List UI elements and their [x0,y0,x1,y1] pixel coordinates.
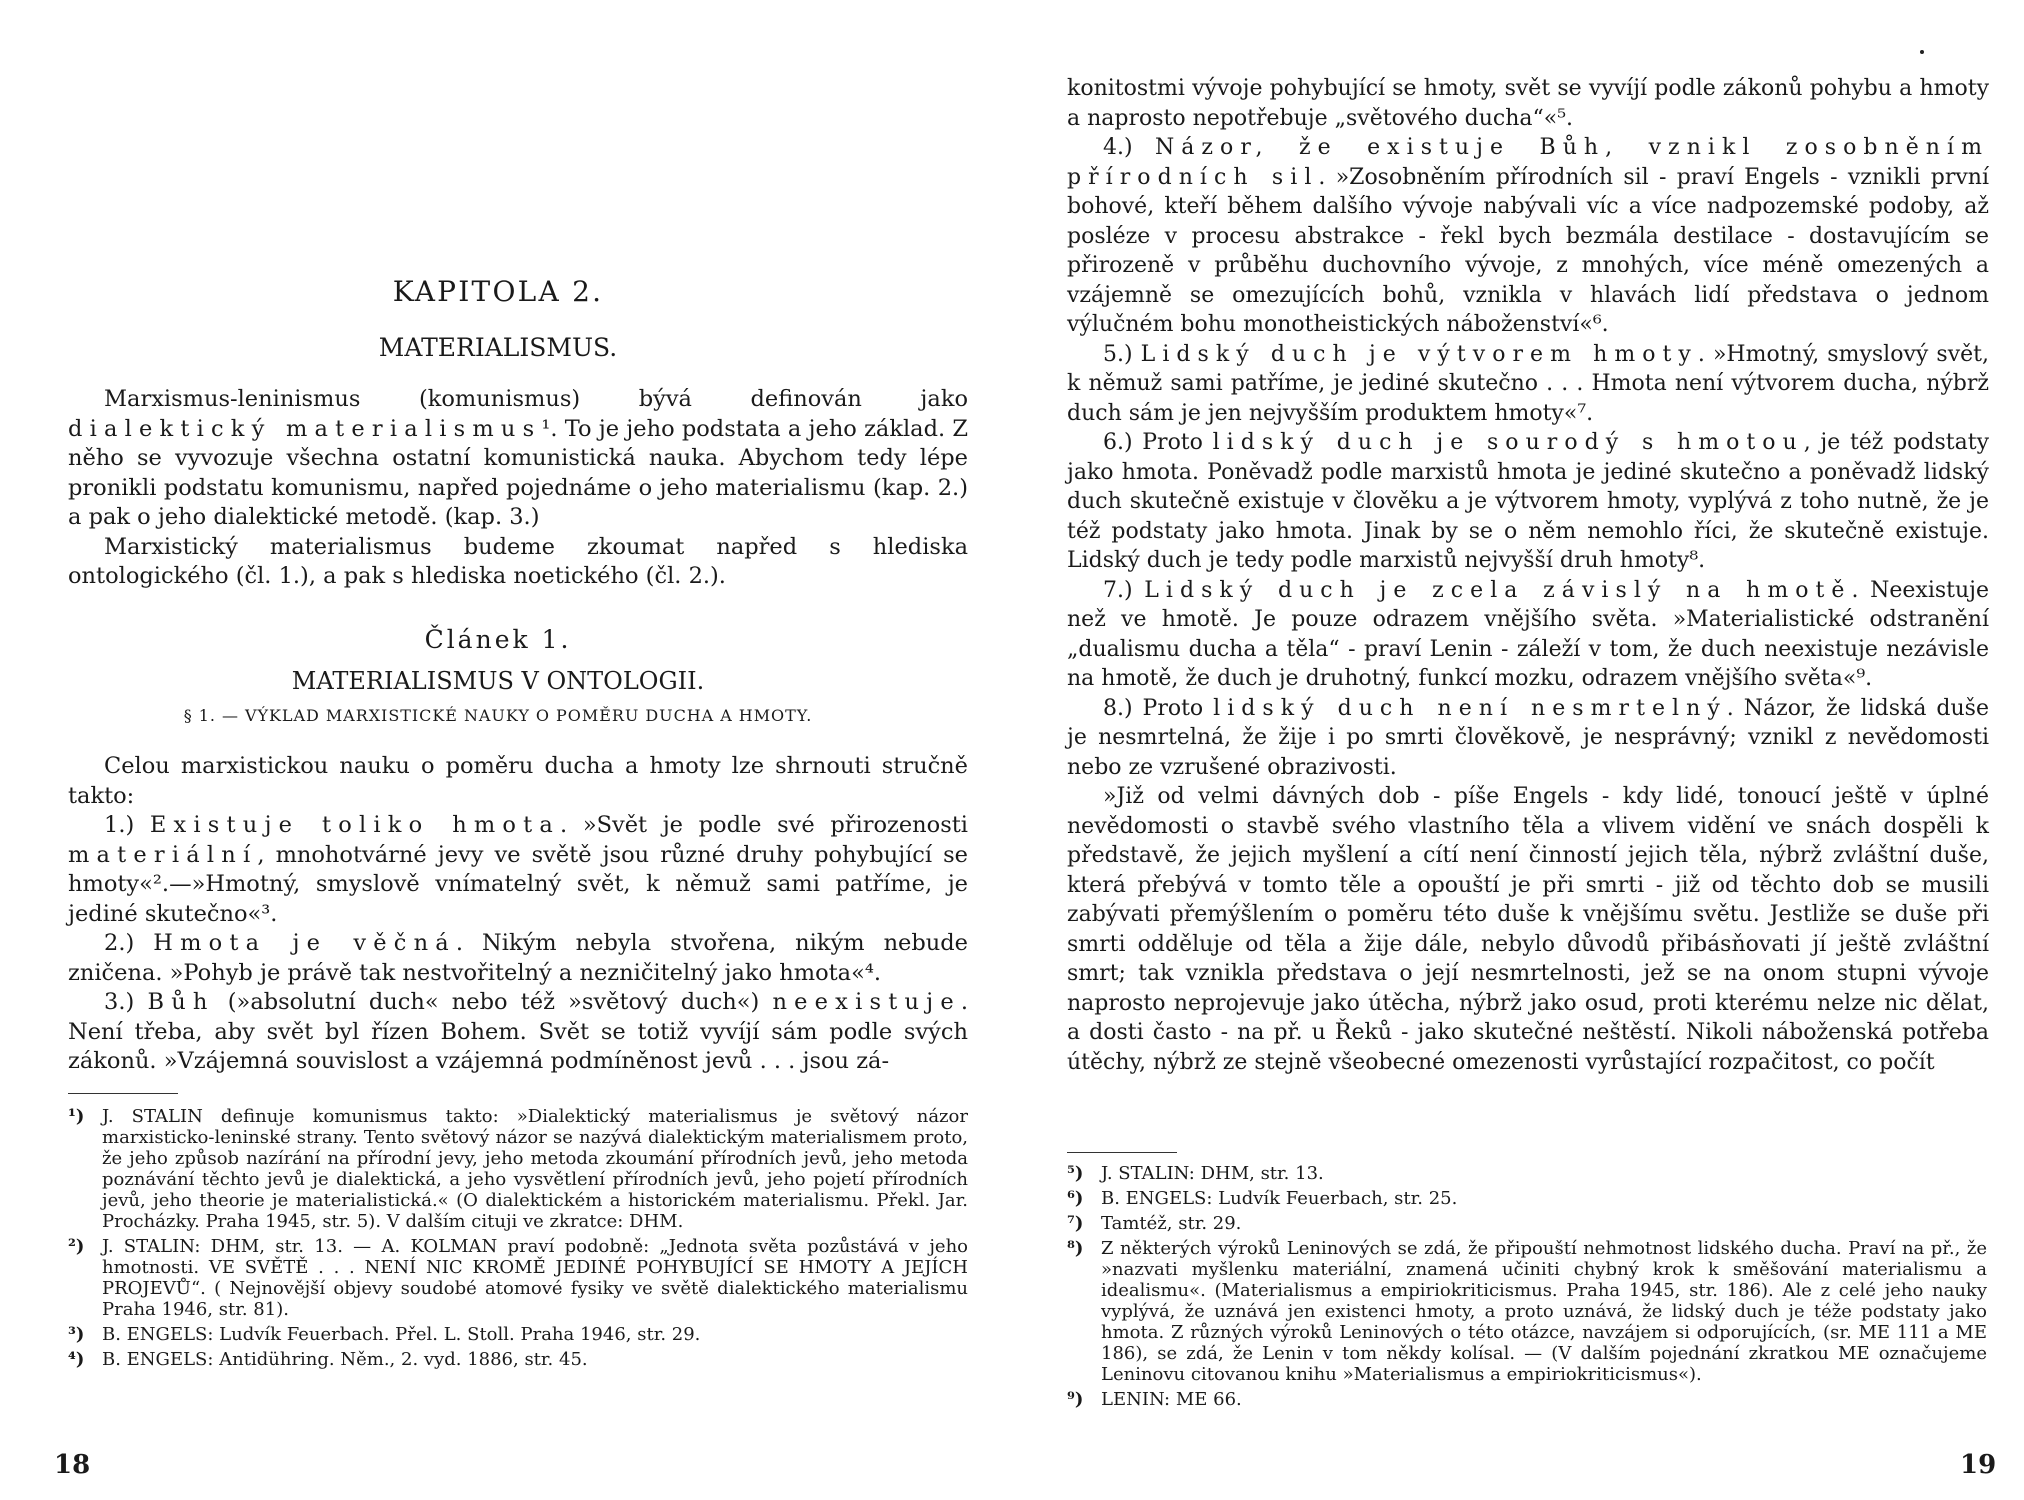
footnote: ⁶) B. ENGELS: Ludvík Feuerbach, str. 25. [1067,1188,1458,1209]
left-footnotes [68,1106,968,1374]
footnote-divider [68,1093,178,1094]
footnote-divider [1067,1152,1177,1153]
chapter-label: KAPITOLA 2. [392,275,604,308]
right-body-text [1067,74,1989,1077]
continued-paragraph: konitostmi vývoje pohybující se hmoty, svět se vyvíjí podle zákonů pohybu a hmoty a naprosto nepotřebuje „světového ducha“«⁵. [1067,76,1989,131]
item-6: 6.) Proto lidský duch je sourodý s hmotou, je též podstaty jako hmota. Poněvadž podle marxistů hmota je jediné skutečno a poněvadž lidský duch skutečně existuje v člověku a je výtvorem hmoty, vyplývá z toho nutně, že je též podstaty jako hmota. Jinak by se o něm nemohlo říci, že skutečně existuje. Lidský duch je tedy podle marxistů nejvyšší druh hmoty⁸. [1067,430,1989,573]
intro-paragraph-1: Marxismus-leninismus (komunismus) bývá definován jako dialektický materialismus¹. To je jeho podstata a jeho základ. Z něho se vyvozuje všechna ostatní komunistická nauka. Abychom tedy lépe pronikli podstatu komunismu, napřed pojednáme o jeho materialismu (kap. 2.) a pak o jeho dialektické metodě. (kap. 3.) [68,386,969,530]
article-label: Článek 1. [424,625,572,654]
item-7: 7.) Lidský duch je zcela závislý na hmotě. Neexistuje než ve hmotě. Je pouze odrazem vnějšího světa. »Materialistické odstranění „dualismu ducha a těla“ - praví Lenin - záleží v tom, že duch neexistuje nezávisle na hmotě, že duch je druhotný, funkcí mozku, odrazem vnějšího světa«⁹. [1067,577,1989,691]
item-4: 4.) Názor, že existuje Bůh, vznikl zosobněním přírodních sil. »Zosobněním přírodních sil - praví Engels - vznikli první bohové, kteří během dalšího vývoje nabývali víc a více nadpozemské podoby, až posléze v procesu abstrakce - řekl bych bezmála destilace - dostavujícím se přirozeně v průběhu duchovního vývoje, z mnohých, více méně omezených a vzájemně se omezujících bohů, vznikla v hlavách lidí představa o jednom výlučném bohu monotheistických náboženství«⁶. [1067,135,1990,337]
item-8: 8.) Proto lidský duch není nesmrtelný. Názor, že lidská duše je nesmrtelná, že žije i po smrti člověkově, je nesprávný; vznikl z nevědomosti nebo ze vzrušené obrazivosti. [1067,695,1989,780]
footnote: ⁷) Tamtéž, str. 29. [1067,1213,1242,1234]
page-number: 19 [1960,1450,1997,1480]
intro-paragraph-2: Marxistický materialismus budeme zkoumat napřed s hlediska ontologického (čl. 1.), a pak s hlediska noetického (čl. 2.). [68,533,968,589]
article-title: MATERIALISMUS V ONTOLOGII. [291,667,705,695]
item-2: 2.) Hmota je věčná. Nikým nebyla stvořena, nikým nebude zničena. »Pohyb je právě tak nestvořitelný a nezničitelný jako hmota«⁴. [68,930,968,986]
right-page [1065,0,1997,1500]
item-3: 3.) Bůh (»absolutní duch« nebo též »světový duch«) neexistuje. Není třeba, aby svět byl řízen Bohem. Svět se totiž vyvíjí sám podle svých zákonů. »Vzájemná souvislost a vzájemná podmíněnost jevů . . . jsou zá- [68,989,968,1074]
term-dialectical-materialism: dialektický materialismus [68,415,542,442]
footnote: ⁹) LENIN: ME 66. [1067,1389,1242,1410]
section-heading: § 1. — VÝKLAD MARXISTICKÉ NAUKY O POMĚRU DUCHA A HMOTY. [183,706,813,725]
footnote: ¹) J. STALIN definuje komunismus takto: »Dialektický materialismus je světový názor marxisticko-leninské strany. Tento světový názor se nazývá dialektickým materialismem proto, že jeho způsob nazírání na přírodní jevy, jeho metoda zkoumání přírodních jevů, jeho metoda poznávání těchto jevů je dialektická, a jeho vysvětlení přírodních jevů, jeho pojetí přírodních jevů, jeho theorie je materialistická.« (O dialektickém a historickém materialismu. Překl. Jar. Procházky. Praha 1945, str. 5). V dalším cituji ve zkratce: DHM. [68,1106,968,1232]
footnote: ³) B. ENGELS: Ludvík Feuerbach. Přel. L. Stoll. Praha 1946, str. 29. [68,1324,701,1345]
footnote: ⁸) Z některých výroků Leninových se zdá, že připouští nehmotnost lidského ducha. Praví na př., že »nazvati myšlenku materiální, znamená učiniti chybný krok k směšování materialismu a idealismu«. (Materialismus a empiriokriticismus. Praha 1945, str. 186). Ale z celé jeho nauky vyplývá, že uznává jen existenci hmoty, a proto uznává, že lidský duch je téže podstaty jako hmota. Z různých výroků Leninových o této otázce, navzájem si odporujících, (sr. ME 111 a ME 186), se zdá, že Lenin v tom někdy kolísal. — (V dalším pojednání zkratkou ME označujeme Leninovu citovanou knihu »Materialismus a empiriokriticismus«). [1067,1238,1987,1385]
engels-quote: »Již od velmi dávných dob - píše Engels - kdy lidé, tonoucí ještě v úplné nevědomosti o stavbě svého vlastního těla a vlivem vidění ve snách dospěli k představě, že jejich myšlení a cítí není činností jejich těla, nýbrž zvláštní duše, která přebývá v tomto těle a opouští je při smrti - již od těchto dob se musili zabývati přemýšlením o poměru této duše k vnějšímu světu. Jestliže se duše při smrti odděluje od těla a žije dále, nebylo důvodů přibásňovati jí ještě zvláštní smrt; tak vznikla představa o její nesmrtelnosti, jež se na onom stupni vývoje naprosto neprojevuje jako útěcha, nýbrž jako osud, proti kterému nelze nic dělat, a dosti často - na př. u Řeků - jako skutečné neštěstí. Nikoli náboženská potřeba útěchy, nýbrž ze stejně všeobecné omezenosti vyrůstající rozpačitost, co počít [1067,784,1989,1075]
item-5: 5.) Lidský duch je výtvorem hmoty. »Hmotný, smyslový svět, k němuž sami patříme, je jediné skutečno . . . Hmota není výtvorem ducha, nýbrž duch sám je jen nejvyšším produktem hmoty«⁷. [1067,341,1989,426]
left-page [28,0,968,1500]
lead-paragraph: Celou marxistickou nauku o poměru ducha a hmoty lze shrnouti stručně takto: [68,753,968,809]
page-number: 18 [54,1450,91,1480]
right-footnotes [1067,1163,1987,1414]
footnote: ⁴) B. ENGELS: Antidühring. Něm., 2. vyd. 1886, str. 45. [68,1349,588,1370]
intro-text [68,385,968,592]
print-speck [1920,50,1924,54]
chapter-title: MATERIALISMUS. [378,333,618,362]
footnote: ²) J. STALIN: DHM, str. 13. — A. KOLMAN praví podobně: „Jednota světa pozůstává v jeho hmotnosti. VE SVĚTĚ . . . NENÍ NIC KROMĚ JEDINÉ POHYBUJÍCÍ SE HMOTY A JEJÍCH PROJEVŮ“. ( Nejnovější objevy soudobé atomové fysiky ve světě dialektického materialismu Praha 1946, str. 81). [68,1236,968,1320]
footnote: ⁵) J. STALIN: DHM, str. 13. [1067,1163,1324,1184]
item-1: 1.) Existuje toliko hmota. »Svět je podle své přirozenosti materiální, mnohotvárné jevy ve světě jsou různé druhy pohybující se hmoty«².—»Hmotný, smyslově vnímatelný svět, k němuž sami patříme, je jediné skutečno«³. [68,812,968,927]
left-body-text [68,752,968,1077]
